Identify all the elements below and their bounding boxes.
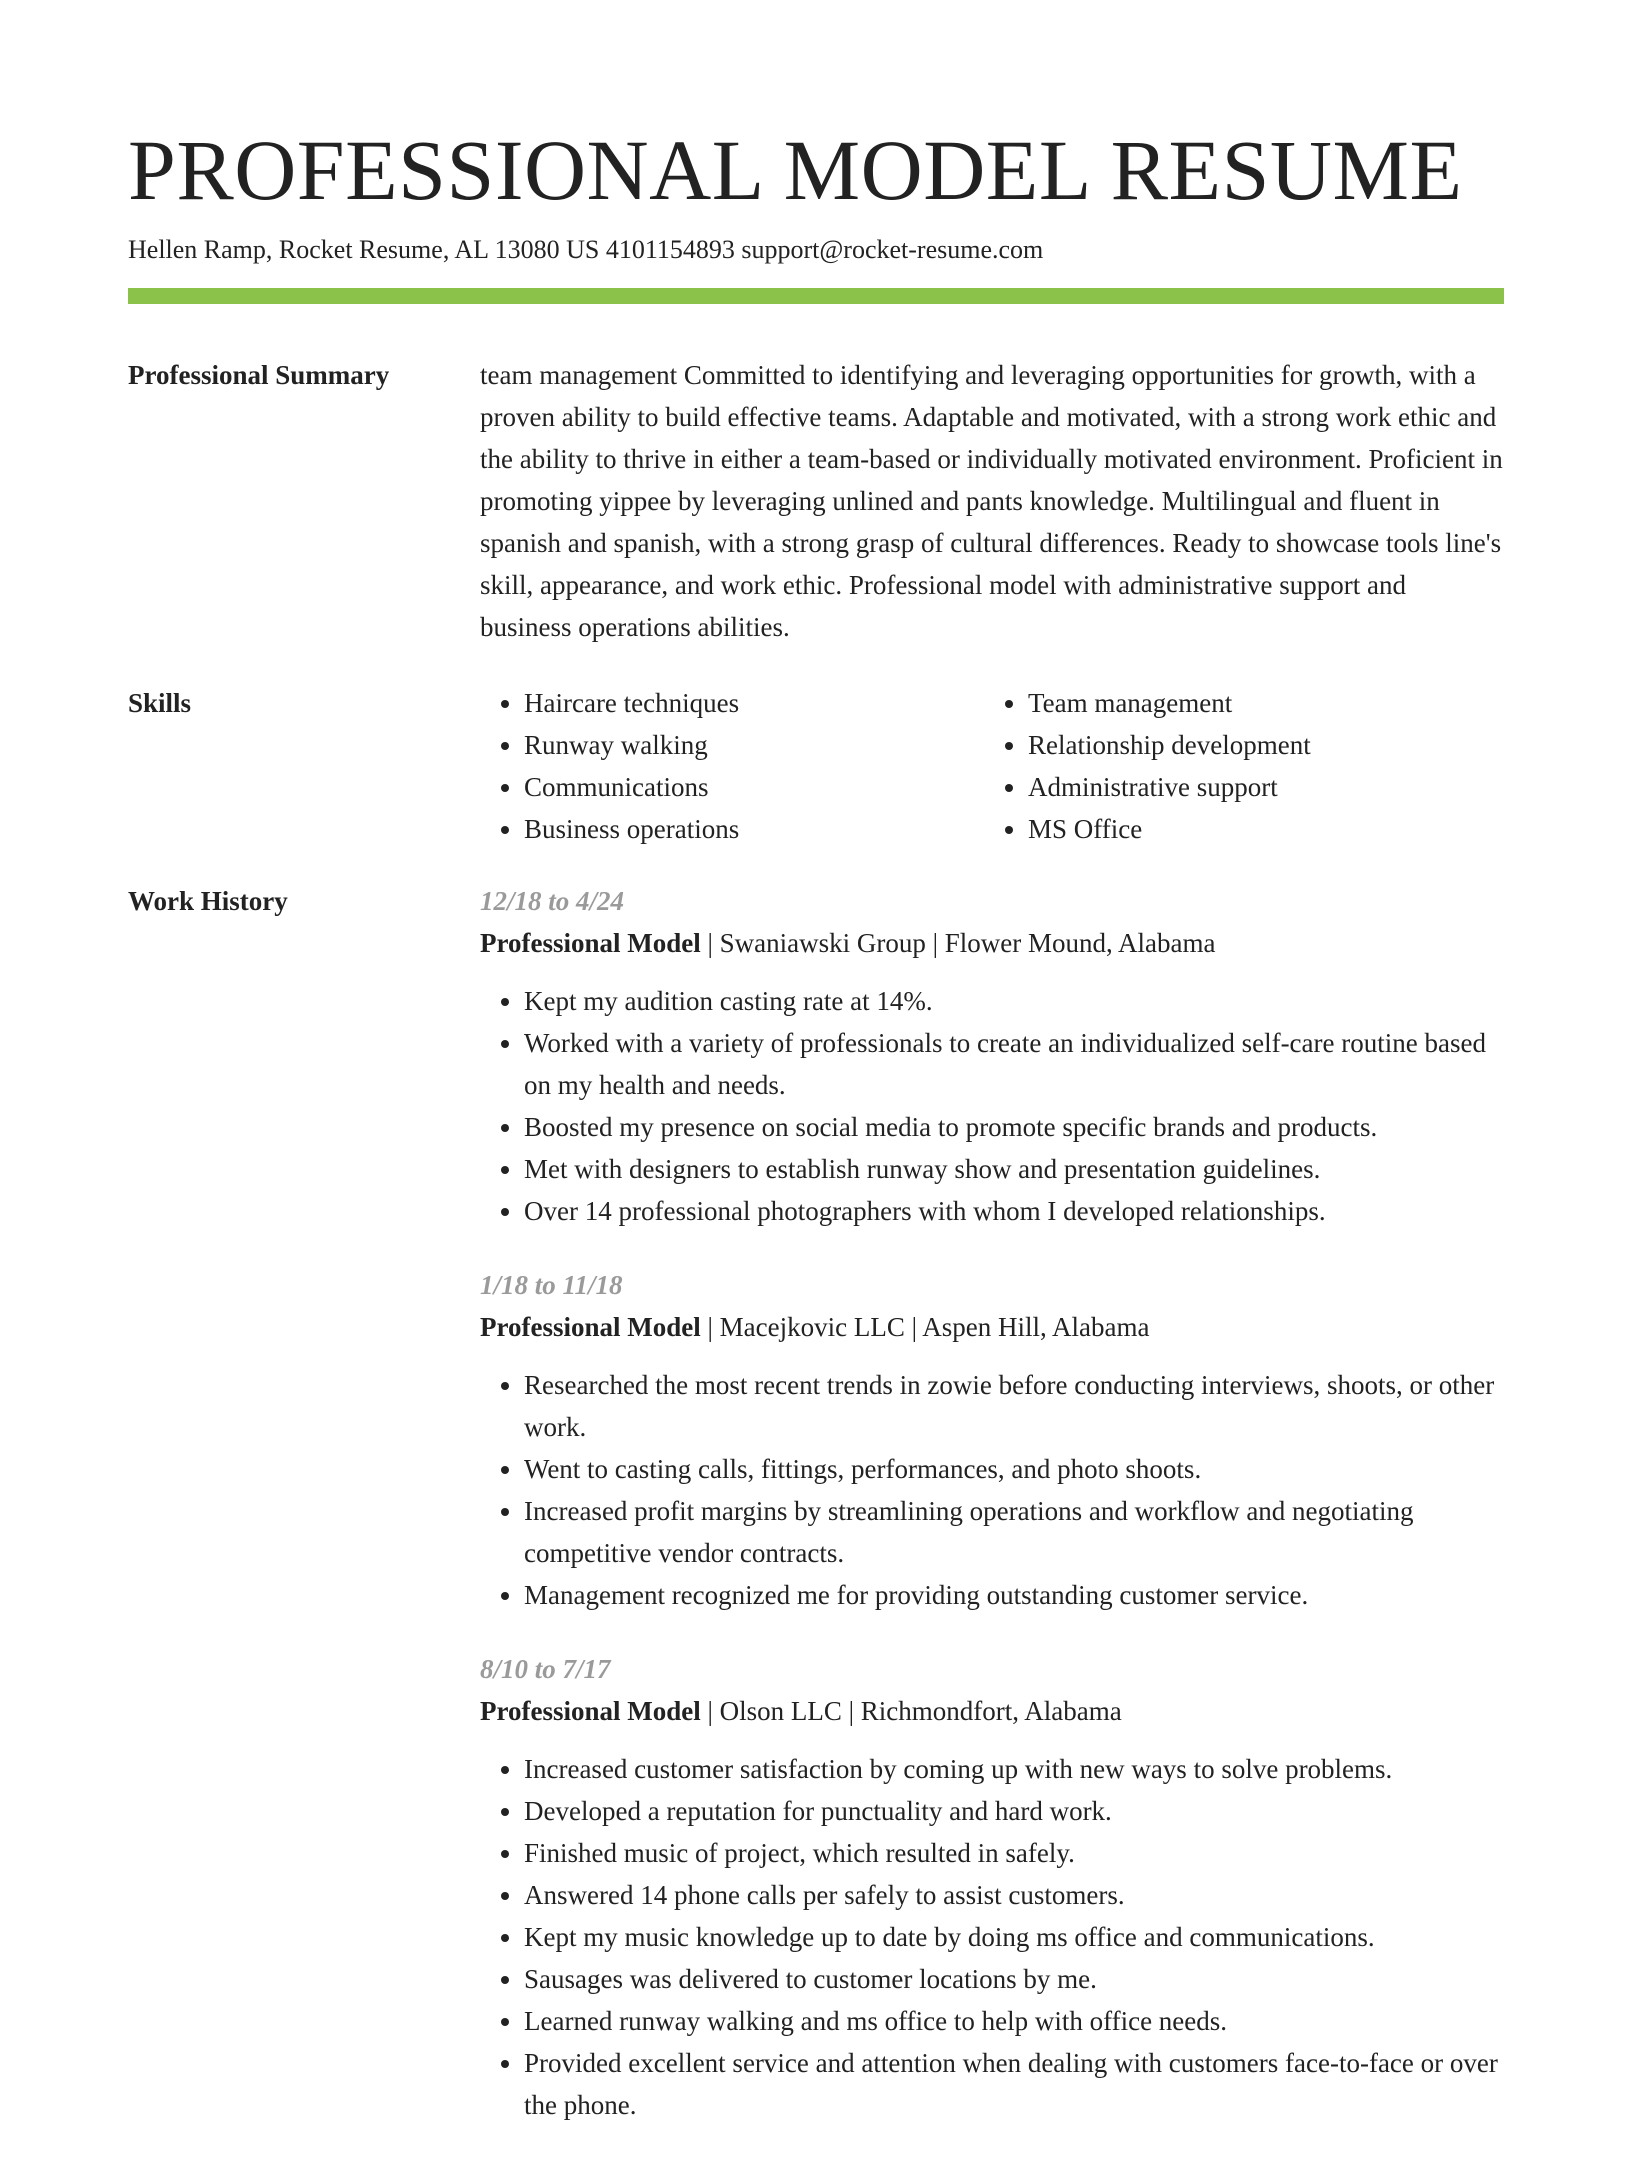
- skills-columns: [480, 682, 1504, 850]
- job-bullets: [480, 980, 1504, 1232]
- job-heading: [480, 1690, 1504, 1732]
- job-bullet: • Over 14 professional photographers with whom I developed relationships.: [524, 1190, 1504, 1232]
- job-bullet: • Sausages was delivered to customer locations by me.: [524, 1958, 1504, 2000]
- summary-body: [480, 354, 1504, 648]
- job-bullet: • Met with designers to establish runway show and presentation guidelines.: [524, 1148, 1504, 1190]
- resume-title: PROFESSIONAL MODEL RESUME: [128, 122, 1463, 218]
- job-bullets: [480, 1748, 1504, 2126]
- job-bullet: • Provided excellent service and attention when dealing with customers face-to-face or over the phone.: [524, 2042, 1504, 2126]
- skills-column-left: [480, 682, 984, 850]
- job-bullet: • Management recognized me for providing outstanding customer service.: [524, 1574, 1504, 1616]
- job-heading: [480, 922, 1504, 964]
- job-details: | Olson LLC | Richmondfort, Alabama: [700, 1696, 1122, 1726]
- job-bullet: • Went to casting calls, fittings, performances, and photo shoots.: [524, 1448, 1504, 1490]
- job-bullet: • Worked with a variety of professionals to create an individualized self-care routine based on my health and needs.: [524, 1022, 1504, 1106]
- job-entry: [480, 1648, 1504, 2126]
- resume-page: [128, 118, 1504, 2158]
- skill-item: • Team management: [1028, 682, 1488, 724]
- skills-section: [128, 682, 1504, 850]
- job-dates: 1/18 to 11/18: [480, 1270, 623, 1300]
- work-history-label: Work History: [128, 886, 288, 916]
- summary-section: [128, 354, 1504, 648]
- job-title: Professional Model: [480, 1696, 701, 1726]
- skill-item: • Administrative support: [1028, 766, 1488, 808]
- job-bullet: • Answered 14 phone calls per safely to assist customers.: [524, 1874, 1504, 1916]
- summary-text: team management Committed to identifying and leveraging opportunities for growth, with a proven ability to build effective teams. Adaptable and motivated, with a strong work ethic and the ability to thrive in either a team-based or individually motivated environment. Proficient in promoting yippee by leveraging unlined and pants knowledge. Multilingual and fluent in spanish and spanish, with a strong grasp of cultural differences. Ready to showcase tools line's skill, appearance, and work ethic. Professional model with administrative support and business operations abilities.: [480, 360, 1503, 642]
- job-bullets: [480, 1364, 1504, 1616]
- job-bullet: • Researched the most recent trends in zowie before conducting interviews, shoots, or other work.: [524, 1364, 1504, 1448]
- job-details: | Macejkovic LLC | Aspen Hill, Alabama: [700, 1312, 1150, 1342]
- skill-item: • MS Office: [1028, 808, 1488, 850]
- job-heading: [480, 1306, 1504, 1348]
- skills-list-right: [984, 682, 1488, 850]
- job-bullet: • Boosted my presence on social media to promote specific brands and products.: [524, 1106, 1504, 1148]
- job-entry: [480, 880, 1504, 1232]
- job-dates: 8/10 to 7/17: [480, 1654, 611, 1684]
- skill-item: • Haircare techniques: [524, 682, 984, 724]
- skills-list-left: [480, 682, 984, 850]
- job-title: Professional Model: [480, 928, 701, 958]
- job-bullet: • Kept my audition casting rate at 14%.: [524, 980, 1504, 1022]
- job-bullet: • Increased profit margins by streamlining operations and workflow and negotiating competitive vendor contracts.: [524, 1490, 1504, 1574]
- summary-label: Professional Summary: [128, 360, 390, 390]
- skills-column-right: [984, 682, 1488, 850]
- work-history-body: [480, 880, 1504, 2158]
- job-bullet: • Finished music of project, which resulted in safely.: [524, 1832, 1504, 1874]
- job-bullet: • Developed a reputation for punctuality and hard work.: [524, 1790, 1504, 1832]
- skill-item: • Relationship development: [1028, 724, 1488, 766]
- accent-divider: [128, 288, 1504, 304]
- skill-item: • Runway walking: [524, 724, 984, 766]
- job-details: | Swaniawski Group | Flower Mound, Alabama: [700, 928, 1216, 958]
- skill-item: • Communications: [524, 766, 984, 808]
- job-bullet: • Kept my music knowledge up to date by doing ms office and communications.: [524, 1916, 1504, 1958]
- skills-label: Skills: [128, 688, 192, 718]
- work-history-section: [128, 880, 1504, 2158]
- contact-line: Hellen Ramp, Rocket Resume, AL 13080 US 4101154893 support@rocket-resume.com: [128, 235, 1044, 264]
- skills-body: [480, 682, 1504, 850]
- job-bullet: • Learned runway walking and ms office to help with office needs.: [524, 2000, 1504, 2042]
- job-entry: [480, 1264, 1504, 1616]
- job-dates: 12/18 to 4/24: [480, 886, 625, 916]
- job-bullet: • Increased customer satisfaction by coming up with new ways to solve problems.: [524, 1748, 1504, 1790]
- job-title: Professional Model: [480, 1312, 701, 1342]
- skill-item: • Business operations: [524, 808, 984, 850]
